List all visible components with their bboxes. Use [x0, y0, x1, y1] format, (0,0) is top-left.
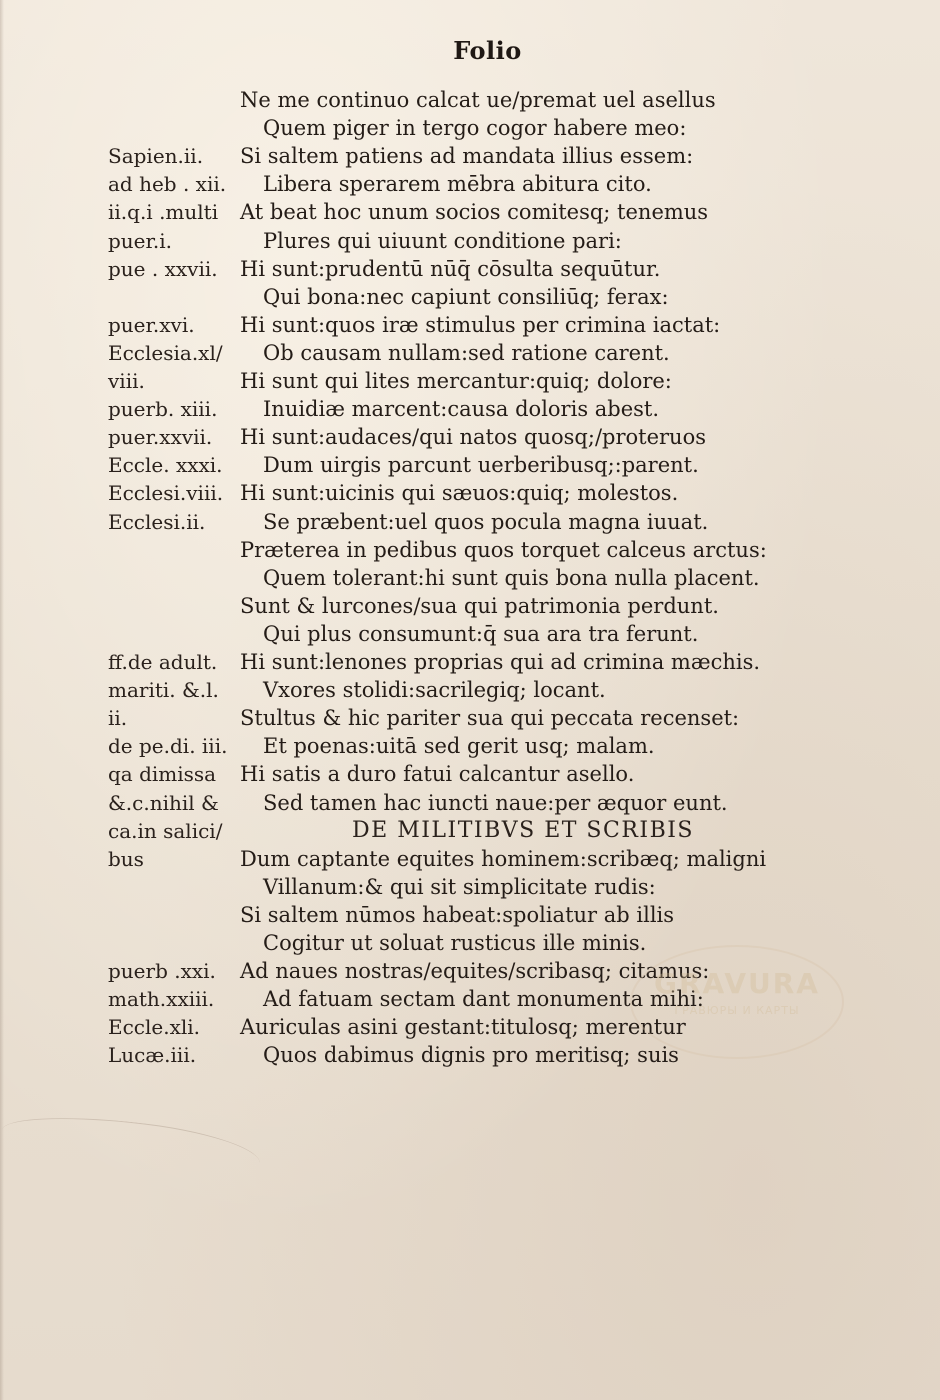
margin-note: puerb .xxi. — [108, 959, 216, 984]
verse-line: Villanum:& qui sit simplicitate rudis: — [263, 874, 656, 899]
verse-row — [0, 255, 940, 283]
verse-line: Ne me continuo calcat ue/premat uel asellus — [240, 88, 716, 112]
verse-line: Ob causam nullam:sed ratione carent. — [263, 340, 670, 365]
verse-row — [0, 311, 940, 339]
verse-row — [0, 620, 940, 648]
verse-line: Hi satis a duro fatui calcantur asello. — [240, 762, 635, 787]
verse-row — [0, 198, 940, 226]
margin-note: puerb. xiii. — [108, 397, 218, 422]
verse-line: Inuidiæ marcent:causa doloris abest. — [263, 397, 660, 422]
verse-line: Dum uirgis parcunt uerberibusq;:parent. — [263, 453, 699, 478]
verse-row — [0, 929, 940, 957]
verse-row — [0, 564, 940, 592]
verse-line: Ad fatuam sectam dant monumenta mihi: — [263, 987, 704, 1012]
verse-line: Si saltem patiens ad mandata illius essem: — [240, 144, 694, 169]
verse-row — [0, 367, 940, 395]
verse-line: Sunt & lurcones/sua qui patrimonia perdunt. — [240, 593, 719, 618]
margin-note: Lucæ.iii. — [108, 1043, 197, 1068]
margin-note: puer.i. — [108, 228, 172, 253]
margin-note: bus — [108, 846, 144, 871]
verse-row — [0, 395, 940, 423]
margin-note: Sapien.ii. — [108, 144, 204, 169]
verse-line: Hi sunt:prudentū nūq̄ cōsulta sequūtur. — [240, 256, 661, 281]
section-heading: DE MILITIBVS ET SCRIBIS — [352, 817, 695, 843]
margin-note: ff.de adult. — [108, 650, 218, 674]
verse-row — [0, 86, 940, 114]
verse-line: Se præbent:uel quos pocula magna iuuat. — [263, 509, 709, 534]
verse-row — [0, 845, 940, 873]
verse-line: Qui bona:nec capiunt consiliūq; ferax: — [263, 284, 669, 309]
verse-row — [0, 227, 940, 255]
verse-line: Sed tamen hac iuncti naue:per æquor eunt. — [263, 790, 728, 815]
verse-line: Et poenas:uitā sed gerit usq; malam. — [263, 734, 655, 759]
margin-note: puer.xvi. — [108, 312, 195, 337]
verse-line: Hi sunt:quos iræ stimulus per crimina iactat: — [240, 312, 721, 337]
margin-note: Eccle.xli. — [108, 1015, 201, 1040]
verse-line: Quos dabimus dignis pro meritisq; suis — [263, 1043, 679, 1068]
verse-row — [0, 592, 940, 620]
verse-line: Auriculas asini gestant:titulosq; merentur — [240, 1015, 686, 1040]
verse-row — [0, 789, 940, 817]
margin-note: viii. — [108, 369, 145, 393]
margin-note: puer.xxvii. — [108, 425, 213, 450]
verse-line: Qui plus consumunt:q̄ sua ara tra ferunt. — [263, 621, 699, 646]
verse-line: Hi sunt qui lites mercantur:quiq; dolore: — [240, 369, 672, 393]
verse-line: Plures qui uiuunt conditione pari: — [263, 228, 622, 253]
margin-note: Ecclesi.viii. — [108, 481, 224, 506]
verse-line: Ad naues nostras/equites/scribasq; citamus: — [240, 959, 710, 984]
paper-crease — [0, 1109, 263, 1207]
verse-line: Quem piger in tergo cogor habere meo: — [263, 116, 687, 141]
verse-row — [0, 114, 940, 142]
verse-row — [0, 451, 940, 479]
margin-note: mariti. &.l. — [108, 678, 219, 703]
watermark-main: GRAVURA — [654, 967, 820, 1000]
verse-row — [0, 142, 940, 170]
verse-row — [0, 648, 940, 676]
verse-row — [0, 873, 940, 901]
section-heading-row — [0, 817, 940, 845]
verse-row — [0, 479, 940, 507]
verse-line: Hi sunt:lenones proprias qui ad crimina mæchis. — [240, 650, 761, 674]
verse-row — [0, 536, 940, 564]
margin-note: ad heb . xii. — [108, 172, 227, 197]
folio-heading: Folio — [453, 36, 522, 65]
verse-row — [0, 760, 940, 788]
verse-line: Cogitur ut soluat rusticus ille minis. — [263, 931, 647, 955]
verse-row — [0, 901, 940, 929]
margin-note: math.xxiii. — [108, 987, 215, 1012]
verse-line: Hi sunt:uicinis qui sæuos:quiq; molestos. — [240, 481, 679, 506]
margin-note: qa dimissa — [108, 762, 217, 787]
margin-note: Ecclesia.xl/ — [108, 340, 223, 365]
verse-row — [0, 704, 940, 732]
verse-line: Libera sperarem mēbra abitura cito. — [263, 172, 652, 197]
verse-line: Vxores stolidi:sacrilegiq; locant. — [263, 678, 606, 703]
verse-line: At beat hoc unum socios comitesq; tenemus — [240, 200, 709, 225]
verse-line: Dum captante equites hominem:scribæq; maligni — [240, 846, 767, 871]
verse-line: Præterea in pedibus quos torquet calceus arctus: — [240, 537, 767, 562]
margin-note: ii.q.i .multi — [108, 200, 219, 225]
verse-row — [0, 339, 940, 367]
verse-line: Hi sunt:audaces/qui natos quosq;/proteruos — [240, 425, 706, 450]
verse-line: Si saltem nūmos habeat:spoliatur ab illis — [240, 902, 675, 927]
margin-note: Eccle. xxxi. — [108, 453, 223, 478]
margin-note: &.c.nihil & — [108, 790, 219, 815]
margin-note: ii. — [108, 706, 128, 731]
verse-line: Stultus & hic pariter sua qui peccata recenset: — [240, 706, 740, 731]
margin-note: ca.in salici/ — [108, 818, 223, 843]
watermark — [630, 945, 844, 1059]
margin-note: pue . xxvii. — [108, 256, 218, 281]
watermark-sub: ГРАВЮРЫ И КАРТЫ — [674, 1004, 800, 1017]
margin-note: Ecclesi.ii. — [108, 509, 206, 534]
verse-row — [0, 170, 940, 198]
verse-line: Quem tolerant:hi sunt quis bona nulla placent. — [263, 565, 760, 590]
margin-note: de pe.di. iii. — [108, 734, 228, 759]
verse-row — [0, 676, 940, 704]
verse-row — [0, 508, 940, 536]
verse-row — [0, 423, 940, 451]
verse-row — [0, 283, 940, 311]
verse-row — [0, 732, 940, 760]
